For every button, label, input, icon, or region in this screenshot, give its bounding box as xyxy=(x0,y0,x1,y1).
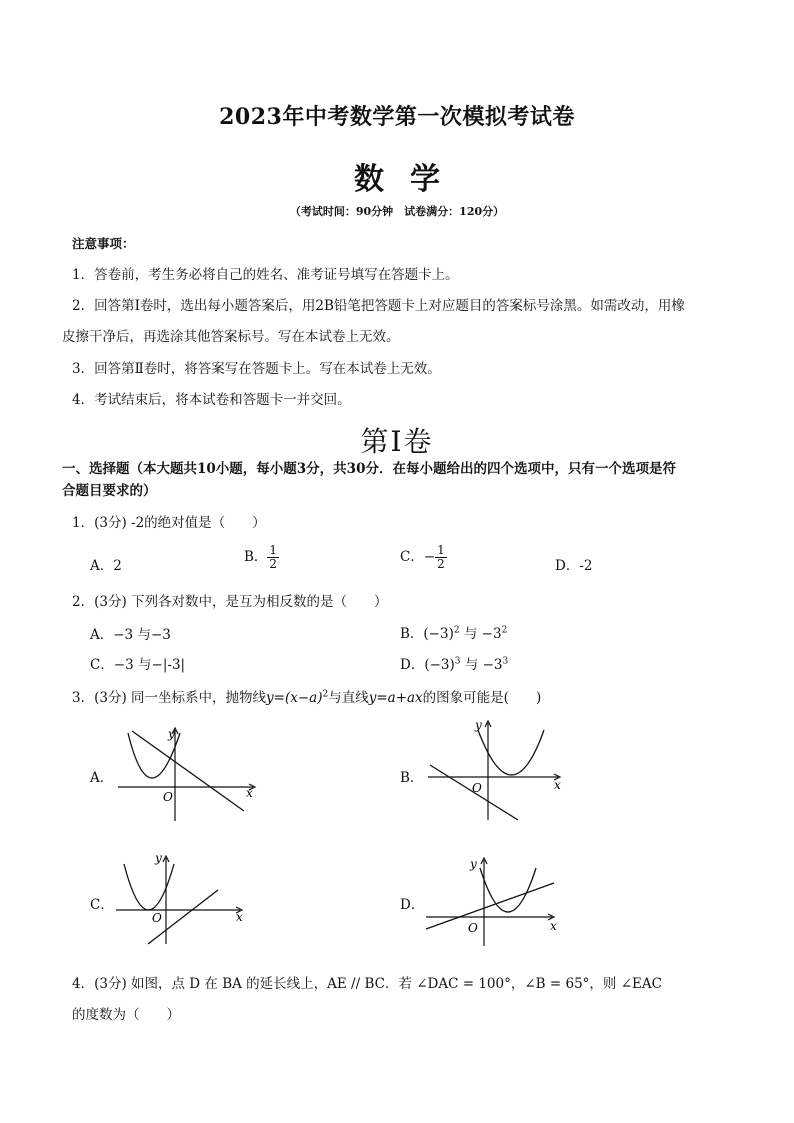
fraction xyxy=(267,544,279,571)
section-heading-line1: 一、选择题（本大题共10小题，每小题3分，共30分．在每小题给出的四个选项中，只有一个选项是符 xyxy=(62,461,676,477)
origin-label: O xyxy=(472,781,482,795)
line-equation: y=a+ax xyxy=(368,690,423,706)
parabola xyxy=(480,868,536,912)
question-3-option-c-label: C． xyxy=(90,897,114,913)
notice-heading: 注意事项： xyxy=(72,236,135,251)
exam-title: 2023年中考数学第一次模拟考试卷 xyxy=(219,104,575,130)
exponent: 2 xyxy=(322,689,329,700)
subject-title: 数学 xyxy=(354,162,466,197)
question-3-stem xyxy=(72,686,541,706)
option-text: 与 −3 xyxy=(460,657,503,673)
question-4-stem-line2: 的度数为（ ） xyxy=(72,1007,180,1023)
notice-item: 1．答卷前，考生务必将自己的姓名、准考证号填写在答题卡上。 xyxy=(72,267,459,283)
question-1-option-a: A．2 xyxy=(90,558,122,574)
option-text: D．(−3) xyxy=(400,657,455,673)
question-4-stem-line1: 4．(3分) 如图，点 D 在 BA 的延长线上，AE // BC．若 ∠DAC = 100°，∠B = 65°，则 ∠EAC xyxy=(72,976,662,992)
fraction-denominator: 2 xyxy=(269,557,278,571)
question-1-option-d: D．-2 xyxy=(555,558,593,574)
origin-label: O xyxy=(152,911,162,925)
exponent: 2 xyxy=(501,625,508,636)
section-heading-line2: 合题目要求的） xyxy=(62,483,157,499)
x-axis-label: x xyxy=(246,786,253,800)
y-axis-label: y xyxy=(168,727,175,741)
exponent: 3 xyxy=(502,656,509,667)
exponent: 2 xyxy=(453,625,460,636)
question-3-option-d-label: D． xyxy=(400,897,425,913)
y-axis-label: y xyxy=(470,857,477,871)
graph-d xyxy=(420,850,570,950)
y-axis-label: y xyxy=(155,851,162,865)
y-axis-label: y xyxy=(475,718,482,732)
question-3-option-a-label: A． xyxy=(90,770,114,786)
line xyxy=(426,883,554,929)
notice-item-continued: 皮擦干净后，再选涂其他答案标号。写在本试卷上无效。 xyxy=(62,329,400,345)
graph-a xyxy=(110,725,260,825)
origin-label: O xyxy=(163,790,173,804)
origin-label: O xyxy=(468,921,478,935)
graph-b xyxy=(420,715,570,825)
question-1-option-b xyxy=(244,544,279,571)
stem-text: 的图象可能是( ) xyxy=(422,690,542,706)
option-text: 与 −3 xyxy=(459,626,502,642)
exam-info: （考试时间：90分钟 试卷满分：120分） xyxy=(289,205,505,218)
option-text: B．(−3) xyxy=(400,626,454,642)
question-2-option-b xyxy=(400,622,507,642)
question-2-option-c: C．−3 与−|-3| xyxy=(90,657,186,673)
question-2-option-d xyxy=(400,653,508,673)
option-label: B． xyxy=(244,549,268,565)
question-2-option-a: A．−3 与−3 xyxy=(90,627,171,643)
question-1-option-c xyxy=(400,544,447,571)
notice-item: 3．回答第Ⅱ卷时，将答案写在答题卡上。写在本试卷上无效。 xyxy=(72,361,441,377)
notice-item: 2．回答第Ⅰ卷时，选出每小题答案后，用2B铅笔把答题卡上对应题目的答案标号涂黑。如需改动，用橡 xyxy=(72,298,685,314)
fraction-denominator: 2 xyxy=(437,557,445,571)
stem-text: 与直线 xyxy=(328,690,369,706)
notice-item: 4．考试结束后，将本试卷和答题卡一并交回。 xyxy=(72,392,351,408)
volume-heading: 第Ⅰ卷 xyxy=(360,425,434,458)
section-heading xyxy=(62,458,742,502)
fraction-numerator: 1 xyxy=(437,543,445,557)
question-3-option-b-label: B． xyxy=(400,770,424,786)
graph-c xyxy=(110,850,260,950)
question-1-stem: 1．(3分) -2的绝对值是（ ） xyxy=(72,515,266,531)
x-axis-label: x xyxy=(554,778,561,792)
line xyxy=(132,731,244,811)
parabola-equation: y=(x−a) xyxy=(266,690,323,706)
x-axis-label: x xyxy=(236,910,243,924)
fraction xyxy=(435,544,447,571)
exponent: 3 xyxy=(454,656,461,667)
question-2-stem: 2．(3分) 下列各对数中，是互为相反数的是（ ） xyxy=(72,594,388,610)
fraction-numerator: 1 xyxy=(269,543,278,557)
x-axis-label: x xyxy=(550,919,557,933)
stem-text: 3．(3分) 同一坐标系中，抛物线 xyxy=(72,690,267,706)
option-label: C．− xyxy=(400,549,436,565)
